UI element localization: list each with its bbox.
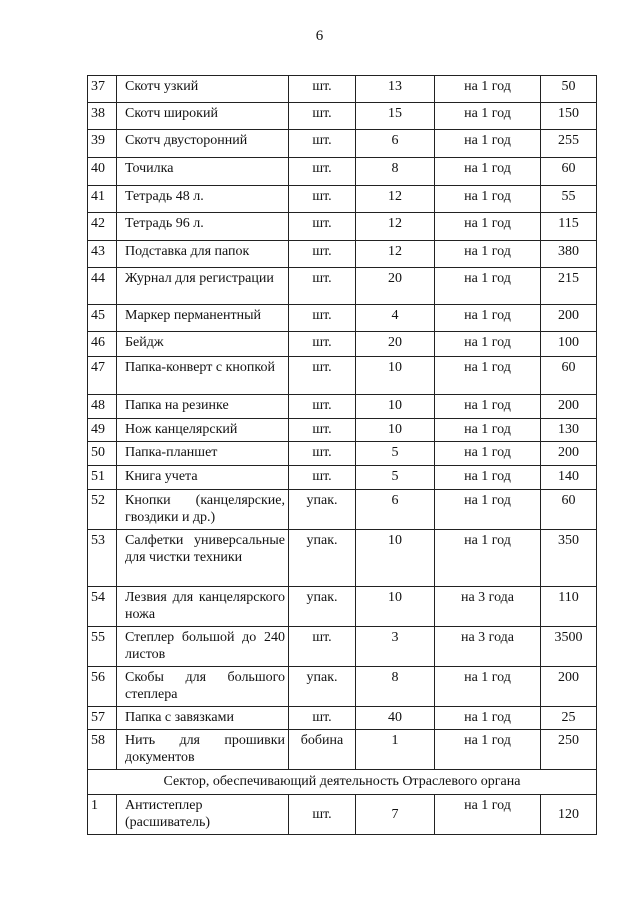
- item-quantity: 6: [356, 490, 435, 530]
- item-quantity: 4: [356, 305, 435, 332]
- item-period: на 1 год: [435, 442, 541, 466]
- item-period: на 1 год: [435, 707, 541, 730]
- item-unit: шт.: [289, 213, 356, 241]
- item-unit: упак.: [289, 667, 356, 707]
- item-period: на 1 год: [435, 490, 541, 530]
- table-row: [88, 241, 597, 268]
- row-number: 51: [88, 466, 117, 490]
- table-row: [88, 442, 597, 466]
- table-row: [88, 103, 597, 130]
- item-quantity: 8: [356, 158, 435, 186]
- row-number: 48: [88, 395, 117, 419]
- item-price: 120: [541, 795, 597, 835]
- item-name: Салфетки универсальные для чистки техники: [117, 530, 289, 587]
- item-quantity: 12: [356, 213, 435, 241]
- item-period: на 1 год: [435, 213, 541, 241]
- item-quantity: 3: [356, 627, 435, 667]
- row-number: 50: [88, 442, 117, 466]
- section-title: Сектор, обеспечивающий деятельность Отраслевого органа: [88, 770, 597, 795]
- item-name: Папка-конверт с кнопкой: [117, 357, 289, 395]
- table-row: [88, 130, 597, 158]
- table-row: [88, 530, 597, 587]
- table-row: [88, 795, 597, 835]
- item-quantity: 7: [356, 795, 435, 835]
- item-unit: шт.: [289, 305, 356, 332]
- page-number: 6: [315, 28, 324, 44]
- item-name: Скотч узкий: [117, 76, 289, 103]
- item-unit: шт.: [289, 186, 356, 213]
- row-number: 40: [88, 158, 117, 186]
- item-name: Скотч двусторонний: [117, 130, 289, 158]
- item-unit: шт.: [289, 76, 356, 103]
- row-number: 43: [88, 241, 117, 268]
- item-unit: упак.: [289, 530, 356, 587]
- item-unit: шт.: [289, 795, 356, 835]
- item-unit: шт.: [289, 268, 356, 305]
- item-price: 60: [541, 357, 597, 395]
- item-name: Папка на резинке: [117, 395, 289, 419]
- item-price: 50: [541, 76, 597, 103]
- item-name: Папка с завязками: [117, 707, 289, 730]
- item-price: 380: [541, 241, 597, 268]
- item-quantity: 5: [356, 442, 435, 466]
- item-price: 25: [541, 707, 597, 730]
- item-period: на 1 год: [435, 130, 541, 158]
- item-unit: шт.: [289, 419, 356, 442]
- item-quantity: 10: [356, 419, 435, 442]
- item-unit: шт.: [289, 707, 356, 730]
- row-number: 55: [88, 627, 117, 667]
- item-price: 350: [541, 530, 597, 587]
- row-number: 53: [88, 530, 117, 587]
- item-period: на 1 год: [435, 332, 541, 357]
- item-price: 150: [541, 103, 597, 130]
- item-unit: шт.: [289, 130, 356, 158]
- item-period: на 1 год: [435, 667, 541, 707]
- table-row: [88, 667, 597, 707]
- item-price: 110: [541, 587, 597, 627]
- item-unit: шт.: [289, 442, 356, 466]
- item-quantity: 20: [356, 268, 435, 305]
- item-period: на 1 год: [435, 419, 541, 442]
- table-row: [88, 730, 597, 770]
- item-price: 200: [541, 395, 597, 419]
- item-name: Папка-планшет: [117, 442, 289, 466]
- item-period: на 1 год: [435, 158, 541, 186]
- item-quantity: 10: [356, 587, 435, 627]
- item-price: 130: [541, 419, 597, 442]
- item-quantity: 8: [356, 667, 435, 707]
- item-name: Скобы для большого степлера: [117, 667, 289, 707]
- item-period: на 1 год: [435, 186, 541, 213]
- item-quantity: 12: [356, 241, 435, 268]
- row-number: 38: [88, 103, 117, 130]
- item-price: 255: [541, 130, 597, 158]
- item-quantity: 10: [356, 530, 435, 587]
- row-number: 41: [88, 186, 117, 213]
- item-price: 215: [541, 268, 597, 305]
- table-row: [88, 419, 597, 442]
- item-price: 200: [541, 305, 597, 332]
- table-row: [88, 627, 597, 667]
- item-quantity: 6: [356, 130, 435, 158]
- item-unit: шт.: [289, 158, 356, 186]
- item-price: 140: [541, 466, 597, 490]
- item-price: 200: [541, 442, 597, 466]
- row-number: 39: [88, 130, 117, 158]
- item-period: на 1 год: [435, 530, 541, 587]
- item-period: на 3 года: [435, 627, 541, 667]
- item-period: на 1 год: [435, 395, 541, 419]
- item-quantity: 10: [356, 357, 435, 395]
- item-price: 3500: [541, 627, 597, 667]
- row-number: 49: [88, 419, 117, 442]
- item-unit: упак.: [289, 587, 356, 627]
- item-period: на 1 год: [435, 466, 541, 490]
- item-name: Степлер большой до 240 листов: [117, 627, 289, 667]
- table-row: [88, 213, 597, 241]
- row-number: 44: [88, 268, 117, 305]
- item-unit: бобина: [289, 730, 356, 770]
- item-name: Бейдж: [117, 332, 289, 357]
- item-unit: шт.: [289, 357, 356, 395]
- item-period: на 1 год: [435, 305, 541, 332]
- item-price: 55: [541, 186, 597, 213]
- item-period: на 1 год: [435, 795, 541, 835]
- table-row: [88, 395, 597, 419]
- item-quantity: 5: [356, 466, 435, 490]
- supply-table-body: [88, 76, 597, 835]
- table-row: [88, 186, 597, 213]
- item-quantity: 20: [356, 332, 435, 357]
- item-price: 60: [541, 490, 597, 530]
- table-row: [88, 76, 597, 103]
- item-name: Тетрадь 96 л.: [117, 213, 289, 241]
- item-period: на 1 год: [435, 730, 541, 770]
- item-name: Точилка: [117, 158, 289, 186]
- item-name: Лезвия для канцелярского ножа: [117, 587, 289, 627]
- item-period: на 1 год: [435, 241, 541, 268]
- item-name: Маркер перманентный: [117, 305, 289, 332]
- item-unit: шт.: [289, 627, 356, 667]
- item-period: на 1 год: [435, 357, 541, 395]
- item-name: Журнал для регистрации: [117, 268, 289, 305]
- table-row: [88, 466, 597, 490]
- item-name: Кнопки (канцелярские, гвоздики и др.): [117, 490, 289, 530]
- item-unit: шт.: [289, 332, 356, 357]
- table-row: [88, 587, 597, 627]
- item-period: на 1 год: [435, 76, 541, 103]
- item-price: 200: [541, 667, 597, 707]
- row-number: 52: [88, 490, 117, 530]
- table-row: [88, 158, 597, 186]
- item-name: Подставка для папок: [117, 241, 289, 268]
- row-number: 58: [88, 730, 117, 770]
- table-row: [88, 332, 597, 357]
- supply-table: [87, 75, 597, 835]
- item-quantity: 10: [356, 395, 435, 419]
- item-quantity: 13: [356, 76, 435, 103]
- row-number: 57: [88, 707, 117, 730]
- item-unit: упак.: [289, 490, 356, 530]
- item-quantity: 40: [356, 707, 435, 730]
- row-number: 47: [88, 357, 117, 395]
- item-period: на 1 год: [435, 103, 541, 130]
- item-period: на 3 года: [435, 587, 541, 627]
- item-name: Антистеплер (расшиватель): [117, 795, 289, 835]
- item-quantity: 1: [356, 730, 435, 770]
- item-price: 100: [541, 332, 597, 357]
- item-quantity: 12: [356, 186, 435, 213]
- item-unit: шт.: [289, 395, 356, 419]
- row-number: 1: [88, 795, 117, 835]
- item-unit: шт.: [289, 103, 356, 130]
- item-name: Книга учета: [117, 466, 289, 490]
- item-price: 115: [541, 213, 597, 241]
- section-header-row: [88, 770, 597, 795]
- row-number: 54: [88, 587, 117, 627]
- table-row: [88, 490, 597, 530]
- item-name: Нить для прошивки документов: [117, 730, 289, 770]
- row-number: 37: [88, 76, 117, 103]
- row-number: 56: [88, 667, 117, 707]
- item-price: 250: [541, 730, 597, 770]
- item-price: 60: [541, 158, 597, 186]
- item-name: Скотч широкий: [117, 103, 289, 130]
- item-name: Тетрадь 48 л.: [117, 186, 289, 213]
- item-unit: шт.: [289, 466, 356, 490]
- table-row: [88, 305, 597, 332]
- table-row: [88, 357, 597, 395]
- item-period: на 1 год: [435, 268, 541, 305]
- table-row: [88, 707, 597, 730]
- row-number: 46: [88, 332, 117, 357]
- item-name: Нож канцелярский: [117, 419, 289, 442]
- row-number: 45: [88, 305, 117, 332]
- item-unit: шт.: [289, 241, 356, 268]
- item-quantity: 15: [356, 103, 435, 130]
- table-row: [88, 268, 597, 305]
- row-number: 42: [88, 213, 117, 241]
